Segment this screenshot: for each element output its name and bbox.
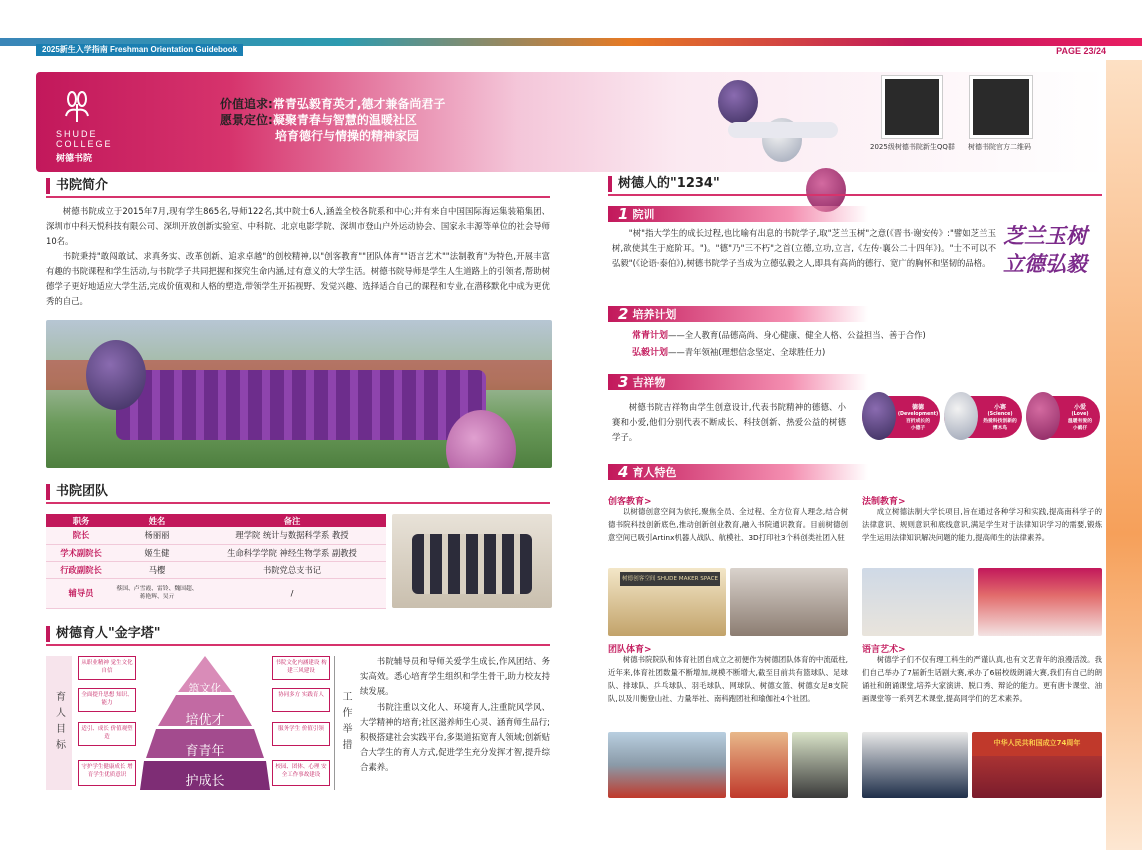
team-table-header (46, 514, 386, 527)
sport-photo-2 (730, 732, 788, 798)
goal-box-3: 适引、成长 价值观塑造 (78, 722, 136, 746)
group-photo-sports-field (46, 320, 552, 468)
plan-value-1: ——全人教育(品德高尚、身心健康、健全人格、公益担当、善于合作) (668, 330, 926, 340)
cell-note: 生命科学学院 神经生物学系 副教授 (198, 544, 386, 561)
value-text: 常青弘毅育英才,德才兼备尚君子 (272, 97, 446, 111)
badge-num: 3 (618, 373, 629, 391)
col-role: 职务 (46, 514, 116, 527)
cell-name: 马樱 (116, 561, 198, 578)
tower-title: 树德育人"金字塔" (46, 626, 161, 642)
m3-l0: 小爱 (1073, 404, 1086, 411)
vision-text-2: 培育德行与情操的精神家园 (275, 129, 420, 143)
tower-left-label: 育人目标 (53, 691, 65, 755)
team-table (46, 514, 386, 609)
m3-l2: 温暖有爱的 (1068, 419, 1092, 424)
sport-text: 树德书院院队和体育社团自成立之初便作为树德团队体育的中流砥柱,近年来,体育社团数量不断增加,规模不断增大,截至目前共有篮球队、足球队、排球队、乒乓球队、羽毛球队、网球队、树德女篮、树德女足8支院队,以及川衡登山社、力量举社、南科跑团社和瑜伽社4个社团。 (608, 655, 848, 703)
badge-title: 培养计划 (632, 308, 677, 321)
cell-name: 蔡国、卢雪霞、雷铃、魏国超、蒋艳辉、吴亓 (116, 578, 198, 608)
m2-l2: 热爱科技创新的 (983, 419, 1017, 424)
badge-mascot (608, 374, 868, 390)
qq-group-qr-code[interactable] (882, 76, 942, 138)
cell-role: 学术副院长 (46, 544, 116, 561)
pyramid-text-2: 培优才 (185, 713, 225, 728)
lang-photo-2 (972, 732, 1102, 798)
m3-l1: (Love) (1071, 412, 1089, 417)
m3-l3: 小鹤仔 (1072, 426, 1088, 431)
tower-paragraph-2: 书院注重以文化人、环境育人,注重院风学风、大学精神的培育;社区滋养师生心灵、涵育师生品行;积极搭建社会实践平台,多渠道拓宽育人领域;创新贴合大学生的育人方式,促进学生充分发挥才智,提升综合素养。 (360, 702, 550, 772)
calligraphy-line-1: 芝兰玉树 (1003, 223, 1087, 248)
table-row (46, 544, 386, 561)
people-rule (608, 194, 1102, 196)
cell-note: / (198, 578, 386, 608)
table-row (46, 527, 386, 544)
team-photo-people (412, 534, 532, 594)
calligraphy-line-2: 立德弘毅 (1003, 251, 1087, 276)
motto-text: "树"指大学生的成长过程,也比喻有出息的书院学子,取"芝兰玉树"之意(《晋书·谢安传》:"譬如芝兰玉树,欲使其生于庭阶耳。")。"德"乃"三不朽"之首(立德,立功,立言,《左传·襄公二十四年》)。"士不可以不弘毅"(《论语·泰伯》),树德书院学子当成为立德弘毅之人,即具有高尚的德行、宽广的胸怀和坚韧的品格。 (612, 228, 996, 268)
mascot-pill-2 (944, 396, 1022, 438)
cell-role: 辅导员 (46, 578, 116, 608)
law-text: 成立树德法制大学长项目,旨在通过各种学习和实践,提高南科学子的法律意识、规则意识和底线意识,满足学生对于法律知识学习的需要,锻炼学生运用法律知识解决问题的能力,提高师生的法律素养。 (862, 507, 1102, 542)
header-banner (36, 72, 1106, 172)
plan-value-2: ——青年领袖(理想信念坚定、全球胜任力) (668, 347, 826, 357)
badge-title: 育人特色 (632, 466, 677, 479)
qq-group-qr-caption: 2025级树德书院新生QQ群 (870, 143, 955, 151)
cell-name: 姬生健 (116, 544, 198, 561)
cell-role: 院长 (46, 527, 116, 544)
team-photo (392, 514, 552, 608)
vision-label: 愿景定位: (220, 113, 273, 127)
cell-role: 行政副院长 (46, 561, 116, 578)
m1-l0: 德德 (911, 404, 924, 411)
mascot-dede-small-icon (862, 392, 896, 440)
pyramid-text-1: 筑文化 (188, 682, 222, 695)
header-mascots (718, 74, 848, 142)
tower-right-label-box (334, 656, 356, 790)
m1-l2: 百折成长的 (906, 419, 930, 424)
college-logo (56, 90, 156, 164)
photo-mascot-left-icon (86, 340, 146, 410)
official-qr-code[interactable] (970, 76, 1032, 138)
tower-paragraph-1: 书院辅导员和导师关爱学生成长,作风团结、务实高效。悉心培育学生组织和学生骨干,助力校友持续发展。 (360, 656, 550, 696)
badge-features (608, 464, 868, 480)
page-edge-decoration (1106, 60, 1142, 850)
tower-rule (46, 644, 550, 646)
plan-item-1 (632, 328, 1092, 344)
m2-l1: (Science) (987, 412, 1013, 417)
flower-logo-icon (56, 90, 156, 129)
action-box-2: 协同多方 实践育人 (272, 688, 330, 712)
m2-l3: 博木鸟 (992, 426, 1008, 431)
table-row (46, 561, 386, 578)
plan-key-2: 弘毅计划 (632, 348, 669, 358)
mascot-text: 树德书院吉祥物由学生创意设计,代表书院精神的德德、小赛和小爱,他们分别代表不断成长、科技创新、热爱公益的树德学子。 (612, 402, 846, 442)
sport-photo-3 (792, 732, 848, 798)
intro-paragraph-2: 书院秉持"敢闯敢试、求真务实、改革创新、追求卓越"的创校精神,以"创客教育""团队体育""语言艺术""法制教育"为特色,开展丰富有趣的书院课程和学生活动,与书院学子共同把握和探究生命内涵,过有意义的大学生活。树德书院导师是学生人生道路上的引领者,帮助树德学子更好地适应大学生活,完成价值观和人格的塑造,带领学生开拓视野、发觉兴趣、选择适合自己的课程和专业,在潜移默化中成为更优秀的自己。 (46, 251, 550, 306)
people-title: 树德人的"1234" (608, 176, 720, 192)
badge-plan (608, 306, 868, 322)
law-title: 法制教育> (862, 497, 906, 507)
lang-photo-1 (862, 732, 968, 798)
vision-text-1: 凝聚青春与智慧的温暖社区 (272, 113, 417, 127)
badge-motto (608, 206, 868, 222)
goal-box-4: 守护学生健康成长 增育学生优质意识 (78, 760, 136, 786)
maker-space-sign: 树德创客空间 SHUDE MAKER SPACE (620, 572, 720, 586)
intro-paragraph-1: 树德书院成立于2015年7月,现有学生865名,导师122名,其中院士6人,涵盖全校各院系和中心;并有来自中国国际海运集装箱集团、深圳市中科天悦科技有限公司、深圳开放创新实验室、中科院、北京电影学院、深圳市登山户外运动协会、国家永丰源等单位的社会导师10名。 (46, 206, 550, 246)
action-box-3: 服务学生 价值引领 (272, 722, 330, 746)
badge-title: 吉祥物 (632, 376, 666, 389)
mascot-feet (728, 122, 838, 138)
cell-name: 杨丽丽 (116, 527, 198, 544)
page-number: PAGE 23/24 (1056, 46, 1106, 56)
mascot-xiaosai-label (978, 404, 1022, 432)
maker-lab-photo (730, 568, 848, 636)
sport-photo-1 (608, 732, 726, 798)
maker-text: 以树德创意空间为依托,聚焦全员、全过程、全方位育人理念,结合树德书院科技创新底色,推动创新创业教育,融入书院通识教育。目前树德创意空间已吸引Artinx机器人战队、航模社、3D打印社3个科创类社团入驻 (608, 507, 848, 542)
goal-box-2: 全面提升思想 知识、能力 (78, 688, 136, 712)
intro-title: 书院简介 (46, 178, 108, 194)
photo-students (116, 370, 486, 440)
law-photo-1 (862, 568, 974, 636)
action-box-4: 校园、团体、心理 安全工作事故建设 (272, 760, 330, 786)
col-note: 备注 (198, 514, 386, 527)
intro-rule (46, 196, 550, 198)
cell-note: 理学院 统计与数据科学系 教授 (198, 527, 386, 544)
badge-title: 院训 (632, 208, 655, 221)
badge-num: 1 (618, 205, 629, 223)
m1-l3: 小德子 (910, 426, 926, 431)
mascot-pill-3 (1026, 396, 1100, 438)
pyramid-text-4: 护成长 (185, 774, 225, 789)
plan-item-2 (632, 345, 1092, 361)
mascot-dede-icon (718, 80, 758, 124)
mascot-xiaosai-small-icon (944, 392, 978, 440)
law-photo-2 (978, 568, 1102, 636)
calligraphy (1003, 222, 1087, 278)
header-motto (220, 96, 445, 144)
official-qr-caption: 树德书院官方二维码 (968, 143, 1031, 151)
table-row (46, 578, 386, 608)
logo-en-2: COLLEGE (56, 139, 113, 149)
m1-l1: (Development) (897, 412, 939, 417)
team-rule (46, 502, 550, 504)
tower-left-label-box (46, 656, 72, 790)
mascot-xiaoai-small-icon (1026, 392, 1060, 440)
badge-num: 4 (618, 463, 629, 481)
cell-note: 书院党总支书记 (198, 561, 386, 578)
maker-space-photo (608, 568, 726, 636)
tower-right-label: 工作举措 (340, 691, 351, 755)
action-box-1: 书院文化内涵建设 构建三风建设 (272, 656, 330, 680)
lang-title: 语言艺术> (862, 645, 906, 655)
col-name: 姓名 (116, 514, 198, 527)
badge-num: 2 (618, 305, 629, 323)
guidebook-tag: 2025新生入学指南 Freshman Orientation Guidebook (36, 44, 243, 56)
pyramid-text-3: 育青年 (185, 744, 225, 759)
logo-cn: 树德书院 (56, 154, 93, 164)
mascot-pill-1 (862, 396, 940, 438)
mascot-dede-label (896, 404, 940, 432)
goal-box-1: 从职业精神 觉生文化自信 (78, 656, 136, 680)
logo-en-1: SHUDE (56, 129, 98, 139)
maker-title: 创客教育> (608, 497, 652, 507)
lang-text: 树德学子们不仅有理工科生的严谨认真,也有文艺青年的浪漫活泼。我们自己举办了7届新生话剧大赛,承办了6届校级朗诵大赛,我们有自己的朗诵社和朗诵课堂,培养大家演讲、脱口秀、辩论的能力。更有唐卡课堂、油画课堂等一系列艺术课堂,提高同学们的艺术素养。 (862, 655, 1102, 703)
mascot-xiaoai-label (1060, 404, 1100, 432)
m2-l0: 小赛 (993, 404, 1006, 411)
value-label: 价值追求: (220, 97, 273, 111)
team-title: 书院团队 (46, 484, 108, 500)
lang-photo-banner: 中华人民共和国成立74周年 (993, 739, 1081, 747)
plan-key-1: 常青计划 (632, 331, 669, 341)
sport-title: 团队体育> (608, 645, 652, 655)
